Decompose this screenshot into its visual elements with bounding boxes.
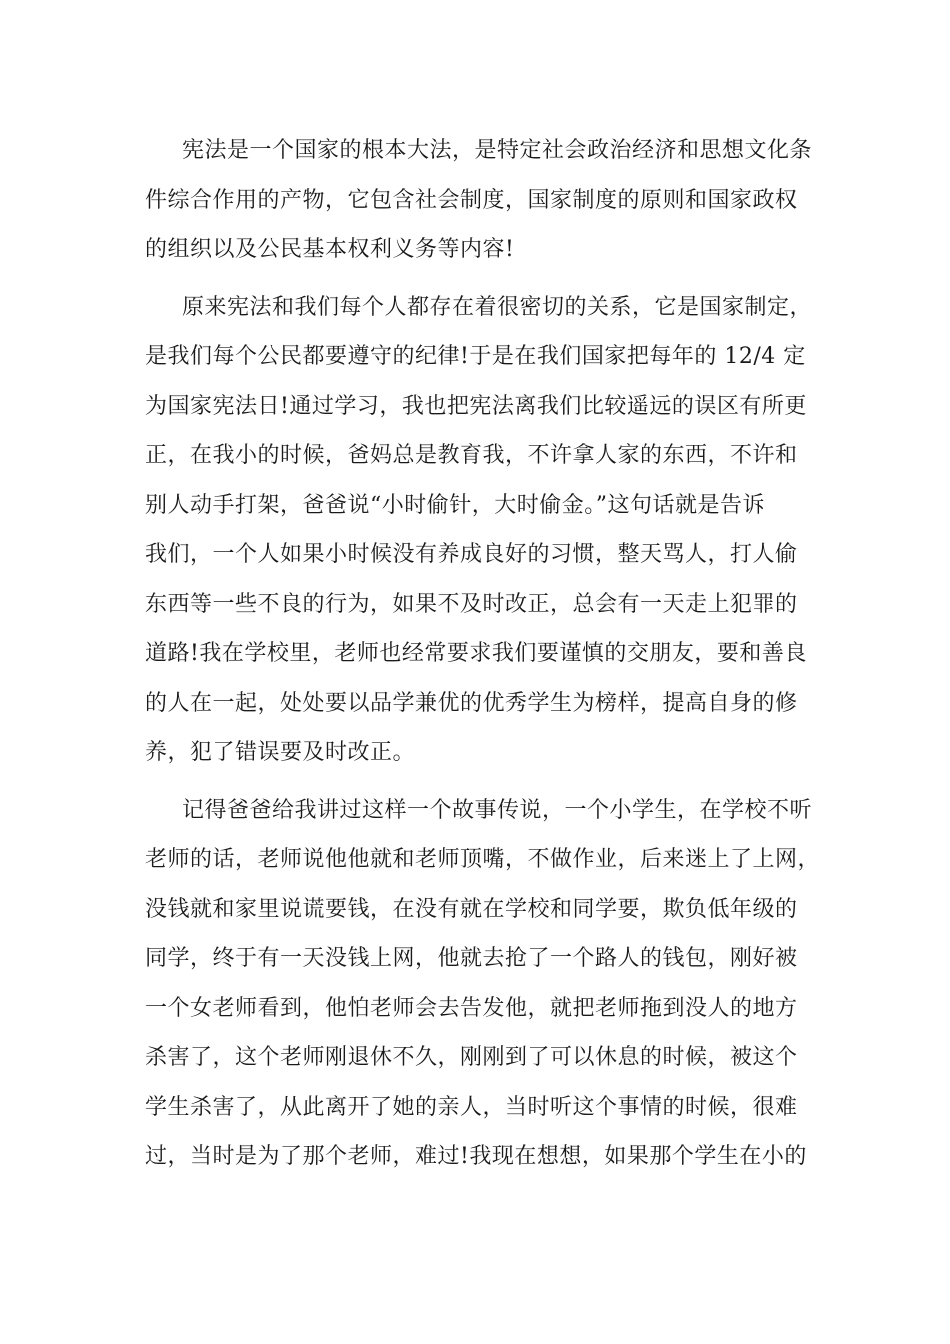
text-line: 我们，一个人如果小时候没有养成良好的习惯，整天骂人，打人偷 <box>145 542 798 567</box>
document-body <box>145 126 821 1190</box>
text-line: 件综合作用的产物，它包含社会制度，国家制度的原则和国家政权 <box>145 187 798 213</box>
text-line: 学生杀害了，从此离开了她的亲人，当时听这个事情的时候，很难 <box>145 1094 798 1120</box>
text-line: 为国家宪法日!通过学习，我也把宪法离我们比较遥远的误区有所更 <box>145 393 807 419</box>
text-line: 过，当时是为了那个老师，难过!我现在想想，如果那个学生在小的 <box>145 1144 807 1169</box>
text-line: 原来宪法和我们每个人都存在着很密切的关系，它是国家制定， <box>182 294 813 320</box>
text-line: 老师的话，老师说他他就和老师顶嘴，不做作业，后来迷上了上网， <box>145 847 821 872</box>
paragraph-2 <box>145 283 813 778</box>
text-line: 同学，终于有一天没钱上网，他就去抢了一个路人的钱包，刚好被 <box>145 946 798 971</box>
text-line: 杀害了，这个老师刚退休不久，刚刚到了可以休息的时候，被这个 <box>145 1045 798 1070</box>
text-line: 宪法是一个国家的根本大法，是特定社会政治经济和思想文化条 <box>182 138 813 163</box>
paragraph-3 <box>145 786 821 1182</box>
paragraph-1 <box>145 126 813 275</box>
text-line: 一个女老师看到，他怕老师会去告发他，就把老师拖到没人的地方 <box>145 995 798 1021</box>
text-line: 道路!我在学校里，老师也经常要求我们要谨慎的交朋友，要和善良 <box>145 641 807 666</box>
text-line: 没钱就和家里说谎要钱，在没有就在学校和同学要，欺负低年级的 <box>145 896 798 922</box>
text-line: 别人动手打架，爸爸说“小时偷针，大时偷金。”这句话就是告诉 <box>145 492 765 518</box>
text-line: 是我们每个公民都要遵守的纪律!于是在我们国家把每年的 12/4 定 <box>145 344 806 369</box>
text-line: 正，在我小的时候，爸妈总是教育我，不许拿人家的东西，不许和 <box>145 443 798 468</box>
text-line: 东西等一些不良的行为，如果不及时改正，总会有一天走上犯罪的 <box>145 591 798 617</box>
text-line: 的人在一起，处处要以品学兼优的优秀学生为榜样，提高自身的修 <box>145 690 798 716</box>
text-line: 的组织以及公民基本权利义务等内容! <box>145 237 515 262</box>
text-line: 养，犯了错误要及时改正。 <box>145 740 416 765</box>
text-line: 记得爸爸给我讲过这样一个故事传说，一个小学生，在学校不听 <box>182 797 813 823</box>
